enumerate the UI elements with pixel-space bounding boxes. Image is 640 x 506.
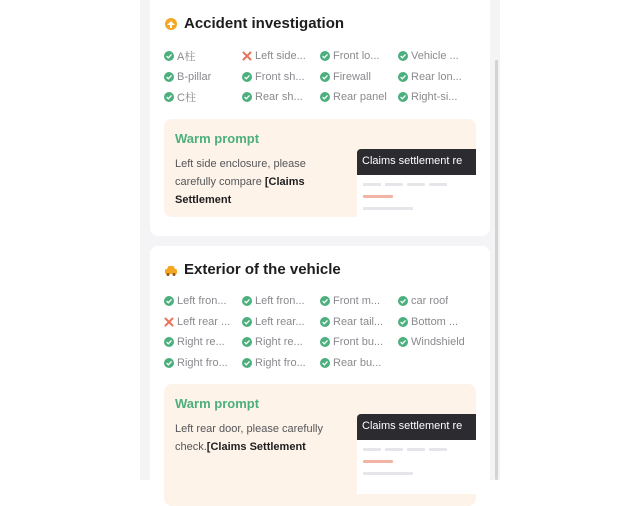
check-item[interactable] [398,67,476,88]
thumbnail-line [363,472,413,475]
check-item[interactable] [164,353,242,374]
check-item-label: Front lo... [333,50,380,63]
check-item[interactable] [242,67,320,88]
check-item[interactable] [398,291,476,312]
check-item-label: Right fro... [177,356,228,369]
check-item-label: Right re... [177,336,225,349]
thumbnail-line [363,207,413,210]
check-item[interactable] [242,46,320,67]
check-icon [320,72,330,82]
check-item[interactable] [242,332,320,353]
prompt-text-body: Left rear door, please carefully check. [175,423,323,453]
check-item-label: Front bu... [333,336,384,349]
thumbnail-line [363,460,393,463]
check-item-label: Left rear... [255,315,305,328]
thumbnail-line [363,183,381,186]
thumbnail-label: Claims settlement re [362,420,463,432]
claims-settlement-thumbnail[interactable] [357,149,476,217]
check-item-label: Front m... [333,295,381,308]
claims-settlement-thumbnail[interactable] [357,414,476,494]
check-icon [164,337,174,347]
thumbnail-line [407,183,425,186]
check-item-label: C柱 [177,92,196,105]
check-icon [242,337,252,347]
check-item-label: Rear tail... [333,315,384,328]
check-item-label: Left rear ... [177,315,231,328]
check-icon [164,296,174,306]
warm-prompt-box [164,119,476,217]
check-icon [398,92,408,102]
thumbnail-line [385,183,403,186]
check-icon [320,296,330,306]
check-icon [398,72,408,82]
thumbnail-label: Claims settlement re [362,155,463,167]
check-item[interactable] [320,353,398,374]
check-icon [320,92,330,102]
check-item[interactable] [164,312,242,333]
section-title-text: Accident investigation [184,15,345,32]
scrollbar-thumb[interactable] [495,60,498,480]
thumbnail-line [363,448,381,451]
check-item[interactable] [320,67,398,88]
check-item-label: Right re... [255,336,303,349]
check-item[interactable] [320,87,398,108]
check-icon [164,92,174,102]
check-item-label: Front sh... [255,70,305,83]
check-item-label: car roof [411,295,449,308]
warm-prompt-box [164,384,476,506]
check-icon [320,317,330,327]
warm-prompt-title: Warm prompt [175,131,260,146]
check-item[interactable] [164,67,242,88]
check-icon [242,317,252,327]
check-icon [398,51,408,61]
check-icon [320,358,330,368]
check-item-label: Firewall [333,70,371,83]
check-icon [398,337,408,347]
check-item-label: Left side... [255,50,306,63]
check-item[interactable] [320,312,398,333]
check-item-label: Rear sh... [255,91,303,104]
car-icon [164,263,178,277]
check-items-grid [164,46,484,108]
check-item[interactable] [242,291,320,312]
check-item-label: Left fron... [255,295,305,308]
check-icon [242,358,252,368]
check-icon [242,296,252,306]
check-item[interactable] [164,332,242,353]
check-item[interactable] [398,46,476,67]
check-item[interactable] [164,46,242,67]
check-icon [398,296,408,306]
check-item-label: A柱 [177,51,196,64]
check-item[interactable] [398,312,476,333]
check-item-label: Right-si... [411,91,458,104]
car-crash-icon [164,17,178,31]
section-title [164,261,341,278]
accident-investigation-card [150,0,490,236]
check-icon [164,51,174,61]
check-item[interactable] [242,353,320,374]
check-item[interactable] [398,87,476,108]
section-title-text: Exterior of the vehicle [184,261,341,278]
check-icon [242,92,252,102]
claims-settlement-link[interactable]: [Claims Settlement [175,176,305,206]
check-item-label: Vehicle ... [411,50,459,63]
thumbnail-line [429,183,447,186]
warm-prompt-text [175,420,335,456]
check-icon [320,51,330,61]
check-item-label: Windshield [411,336,465,349]
check-icon [320,337,330,347]
thumbnail-line [429,448,447,451]
check-item-label: Right fro... [255,356,306,369]
check-item[interactable] [164,291,242,312]
check-icon [164,358,174,368]
section-title [164,15,344,32]
check-icon [242,72,252,82]
check-item[interactable] [242,312,320,333]
warm-prompt-title: Warm prompt [175,396,260,411]
prompt-text-body: Left side enclosure, please carefully compare [175,158,306,188]
check-item-label: Bottom ... [411,315,459,328]
vehicle-exterior-card [150,246,490,506]
warm-prompt-text [175,155,335,209]
check-item-label: Left fron... [177,295,227,308]
check-item[interactable] [320,332,398,353]
cross-icon [242,51,252,61]
thumbnail-line [363,195,393,198]
thumbnail-line [407,448,425,451]
thumbnail-line [385,448,403,451]
check-item[interactable] [398,332,476,353]
check-items-grid [164,291,484,373]
cross-icon [164,317,174,327]
check-item-label: Rear lon... [411,70,462,83]
check-item-label: Rear bu... [333,356,382,369]
check-icon [398,317,408,327]
check-item-label: Rear panel [333,91,387,104]
check-icon [164,72,174,82]
check-item-label: B-pillar [177,70,212,83]
check-item[interactable] [320,291,398,312]
check-item[interactable] [242,87,320,108]
check-item[interactable] [164,87,242,108]
claims-settlement-link[interactable]: [Claims Settlement [206,441,306,453]
check-item[interactable] [320,46,398,67]
